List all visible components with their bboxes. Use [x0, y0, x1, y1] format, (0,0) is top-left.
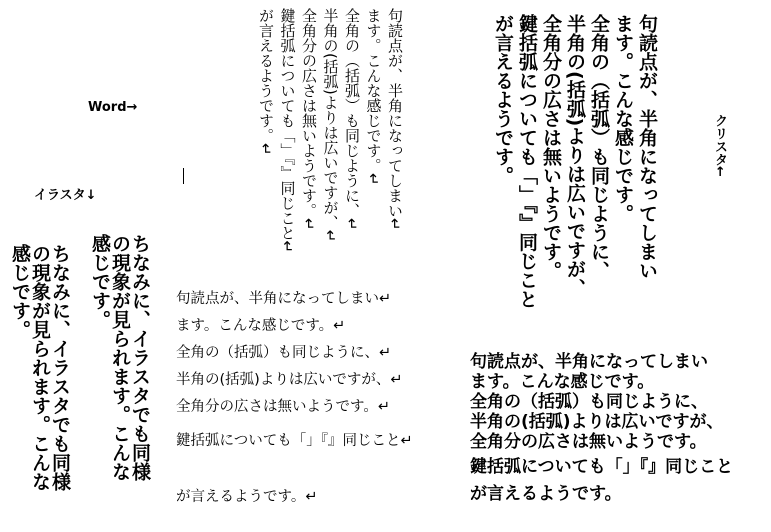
- irasta-label: イラスタ↓: [34, 188, 97, 203]
- word-horizontal-text: [176, 286, 413, 507]
- word-horizontal-line: 半角の(括弧)よりは広いですが、↵: [176, 372, 403, 388]
- irasta-vertical-text-2: ちなみに、イラスタでも同様 の現象が見られます。こんな 感じです。: [9, 244, 71, 491]
- word-horizontal-line: 全角の（括弧）も同じように、↵: [176, 345, 392, 361]
- crysta-horizontal-line: 句読点が、半角になってしまい: [470, 352, 708, 372]
- crysta-vertical-text: 句読点が、半角になってしまい ます。こんな感じです。 全角の（括弧）も同じように、 半角の(括弧)よりは広いですが、 全角分の広さは無いようです。 鍵括弧についても「」『』同じこと が言えるようです。: [492, 14, 658, 309]
- word-horizontal-line: 全角分の広さは無いようです。↵: [176, 399, 390, 415]
- word-horizontal-line: ます。こんな感じです。↵: [176, 318, 346, 334]
- crysta-horizontal-line: 全角分の広さは無いようです。: [470, 432, 707, 452]
- word-vertical-text: 句読点が、半角になってしまい↵ ます。こんな感じです。↵ 全角の（括弧）も同じように、↵ 半角の(括弧)よりは広いですが、↵ 全角分の広さは無いようです。↵ 鍵括弧についても「」『』同じこと↵ が言えるようです。↵: [257, 8, 404, 254]
- word-label: Word→: [88, 100, 138, 115]
- crysta-label: クリスタ←: [712, 114, 727, 177]
- word-horizontal-line: 鍵括弧についても「」『』同じこと↵: [176, 433, 413, 449]
- irasta-vertical-text-1: ちなみに、イラスタでも同様 の現象が見られます。こんな 感じです。: [89, 234, 151, 481]
- crysta-horizontal-line: が言えるようです。: [470, 484, 622, 504]
- crysta-horizontal-text: [470, 352, 733, 506]
- word-horizontal-line: 句読点が、半角になってしまい↵: [176, 291, 392, 307]
- word-horizontal-line: が言えるようです。↵: [176, 489, 318, 505]
- crysta-horizontal-line: 全角の（括弧）も同じように、: [470, 392, 708, 412]
- crysta-horizontal-line: 半角の(括弧)よりは広いですが、: [470, 412, 724, 432]
- crysta-horizontal-line: ます。こんな感じです。: [470, 372, 655, 392]
- text-cursor: [183, 168, 184, 184]
- crysta-horizontal-line: 鍵括弧についても「」『』同じこと: [470, 457, 734, 477]
